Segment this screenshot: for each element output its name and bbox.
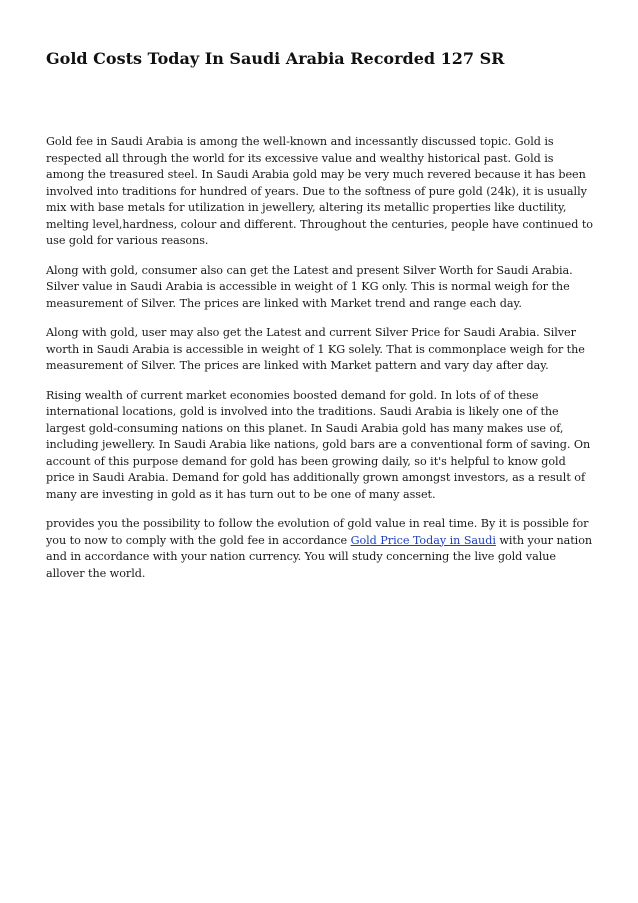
gold-price-link[interactable]: Gold Price Today in Saudi [350,533,496,547]
paragraph-evolution [46,516,594,582]
document-page [46,48,594,595]
document-title: Gold Costs Today In Saudi Arabia Recorded 127 SR [46,49,505,68]
paragraph-rising-wealth: Rising wealth of current market economies boosted demand for gold. In lots of of these international locations, gold is involved into the traditions. Saudi Arabia is likely one of the largest gold-consuming nations on this planet. In Saudi Arabia gold has many makes use of, including jewellery. In Saudi Arabia like nations, gold bars are a conventional form of saving. On account of this purpose demand for gold has been growing daily, so it's helpful to know gold price in Saudi Arabia. Demand for gold has additionally grown amongst investors, as a result of many are investing in gold as it has turn out to be one of many asset. [46,388,591,501]
paragraph-silver-worth: Along with gold, consumer also can get the Latest and present Silver Worth for Saudi Arabia. Silver value in Saudi Arabia is accessible in weight of 1 KG only. This is normal weigh for the measurement of Silver. The prices are linked with Market trend and range each day. [46,263,573,310]
paragraph-gold-fee: Gold fee in Saudi Arabia is among the well-known and incessantly discussed topic. Gold is respected all through the world for its excessive value and wealthy historical past. Gold is among the treasured steel. In Saudi Arabia gold may be very much revered because it has been involved into traditions for hundred of years. Due to the softness of pure gold (24k), it is usually mix with base metals for utilization in jewellery, altering its metallic properties like ductility, melting level,hardness, colour and different. Throughout the centuries, people have continued to use gold for various reasons. [46,135,593,247]
paragraph-silver-price: Along with gold, user may also get the Latest and current Silver Price for Saudi Arabia. Silver worth in Saudi Arabia is accessible in weight of 1 KG solely. That is commonplace weigh for the measurement of Silver. The prices are linked with Market pattern and vary day after day. [46,326,585,372]
paragraph-evolution-text-after: with your nation and in accordance with your nation currency. You will study concerning the live gold value allover the world. [46,533,593,580]
paragraph-evolution-text-before: provides you the possibility to follow the evolution of gold value in real time. By it is possible for you to now to comply with the gold fee in accordance [46,517,589,547]
